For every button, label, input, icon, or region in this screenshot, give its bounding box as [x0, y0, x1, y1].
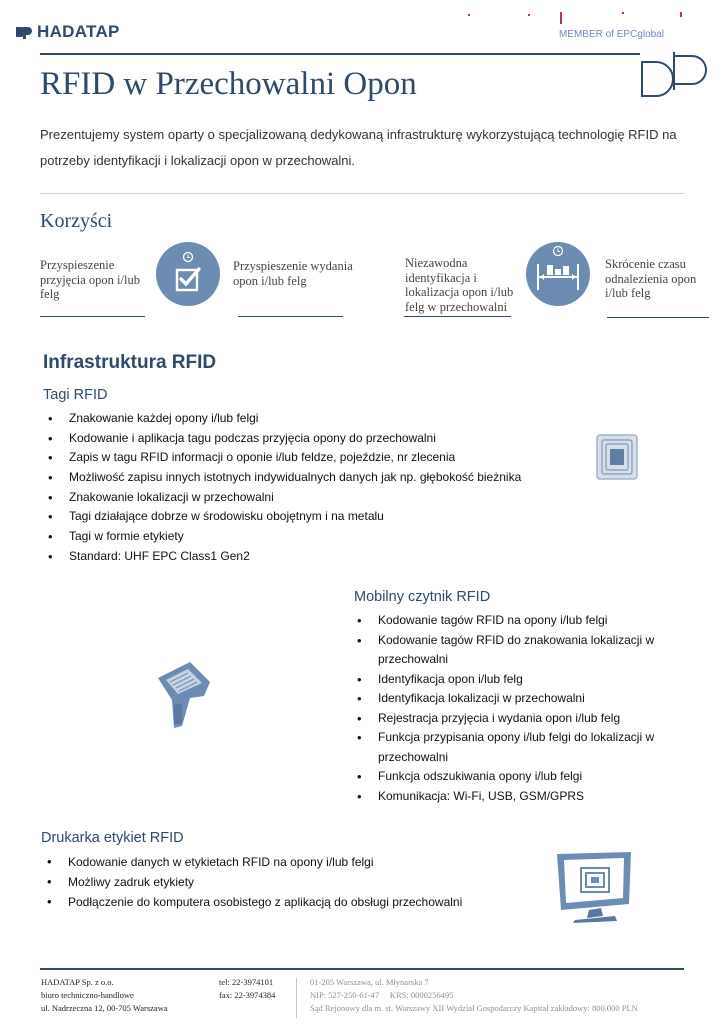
list-item: • Znakowanie lokalizacji w przechowalni [45, 488, 565, 508]
footer-nip: NIP: 527-250-61-47 [310, 990, 380, 1000]
list-item: • Kodowanie i aplikacja tagu podczas przyjęcia opony do przechowalni [45, 429, 565, 449]
printer-heading: Drukarka etykiet RFID [41, 830, 184, 846]
stopwatch-shelf-icon [526, 242, 590, 306]
footer-company-name: HADATAP Sp. z o.o. [41, 977, 114, 987]
list-item: • Możliwy zadruk etykiety [44, 872, 544, 892]
mobile-reader-icon [154, 660, 216, 730]
footer-company [41, 976, 168, 1015]
rfid-tag-icon [595, 433, 641, 483]
tags-heading: Tagi RFID [43, 387, 108, 403]
benefit-underline [238, 316, 343, 317]
list-item: • Kodowanie danych w etykietach RFID na opony i/lub felgi [44, 852, 544, 872]
footer-krs: KRS: 0000256495 [389, 990, 454, 1000]
stopwatch-checkbox-icon [156, 242, 220, 306]
footer-address: ul. Nadrzeczna 12, 00-705 Warszawa [41, 1003, 168, 1013]
tags-list [45, 409, 565, 567]
company-logo [15, 22, 120, 42]
benefit-release: Przyspieszenie wydania opon i/lub felg [233, 259, 353, 288]
benefit-intake: Przyspieszenie przyjęcia opon i/lub felg [40, 258, 140, 301]
benefit-icon-circle [156, 242, 220, 306]
printer-list [44, 852, 544, 912]
list-item: • Kodowanie tagów RFID na opony i/lub felgi [354, 611, 674, 631]
infrastructure-heading: Infrastruktura RFID [43, 352, 217, 373]
benefit-search-time: Skrócenie czasu odnalezienia opon i/lub felg [605, 257, 697, 300]
footer-registration [310, 976, 710, 1015]
footer-divider [296, 978, 297, 1018]
footer-reg-address: 01-205 Warszawa, ul. Młynarska 7 [310, 977, 429, 987]
reader-list [354, 611, 674, 806]
benefit-underline [40, 316, 145, 317]
decorative-dots [468, 12, 688, 26]
footer-office: biuro techniczno-handlowe [41, 990, 134, 1000]
reader-heading: Mobilny czytnik RFID [354, 589, 491, 605]
list-item: • Identyfikacja lokalizacji w przechowalni [354, 689, 674, 709]
list-item: • Standard: UHF EPC Class1 Gen2 [45, 547, 565, 567]
footer-reg-ids [310, 989, 710, 1002]
list-item: • Tagi działające dobrze w środowisku obojętnym i na metalu [45, 507, 565, 527]
header-rule [40, 53, 640, 55]
hadatap-logo-icon [15, 24, 33, 40]
footer-court: Sąd Rejonowy dla m. st. Warszawy XII Wydział Gospodarczy Kapitał zakładowy: 800.000 PLN [310, 1003, 638, 1013]
list-item: • Funkcja odszukiwania opony i/lub felgi [354, 767, 674, 787]
benefit-underline [404, 316, 511, 317]
list-item: • Rejestracja przyjęcia i wydania opon i/lub felg [354, 709, 674, 729]
list-item: • Podłączenie do komputera osobistego z aplikacją do obsługi przechowalni [44, 892, 544, 912]
list-item: • Tagi w formie etykiety [45, 527, 565, 547]
section-divider [40, 193, 684, 194]
computer-monitor-icon [555, 850, 635, 924]
benefit-underline [607, 317, 709, 318]
benefits-heading: Korzyści [40, 210, 113, 232]
list-item: • Znakowanie każdej opony i/lub felgi [45, 409, 565, 429]
member-epcglobal: MEMBER of EPCglobal [558, 29, 664, 40]
footer-phone: tel: 22-3974101 [219, 977, 274, 987]
footer-rule [40, 968, 684, 970]
company-logo-text: HADATAP [37, 22, 120, 41]
intro-text: Prezentujemy system oparty o specjalizowaną dedykowaną infrastrukturę wykorzystującą technologię RFID na potrzeby identyfikacji i lokalizacji opon w przechowalni. [40, 127, 677, 168]
list-item: • Komunikacja: Wi-Fi, USB, GSM/GPRS [354, 787, 674, 807]
list-item: • Funkcja przypisania opony i/lub felgi do lokalizacji w przechowalni [354, 728, 674, 767]
list-item: • Kodowanie tagów RFID do znakowania lokalizacji w przechowalni [354, 631, 674, 670]
list-item: • Możliwość zapisu innych istotnych indywidualnych danych jak np. głębokość bieżnika [45, 468, 565, 488]
dp-corner-logo-icon [640, 48, 712, 100]
benefit-icon-circle [526, 242, 590, 306]
benefit-identification: Niezawodna identyfikacja i lokalizacja opon i/lub felg w przechowalni [405, 256, 514, 314]
footer-contact [219, 976, 275, 1002]
page-title: RFID w Przechowalni Opon [40, 66, 417, 102]
list-item: • Identyfikacja opon i/lub felg [354, 670, 674, 690]
list-item: • Zapis w tagu RFID informacji o oponie i/lub feldze, pojeździe, nr zlecenia [45, 448, 565, 468]
footer-fax: fax: 22-3974384 [219, 990, 276, 1000]
